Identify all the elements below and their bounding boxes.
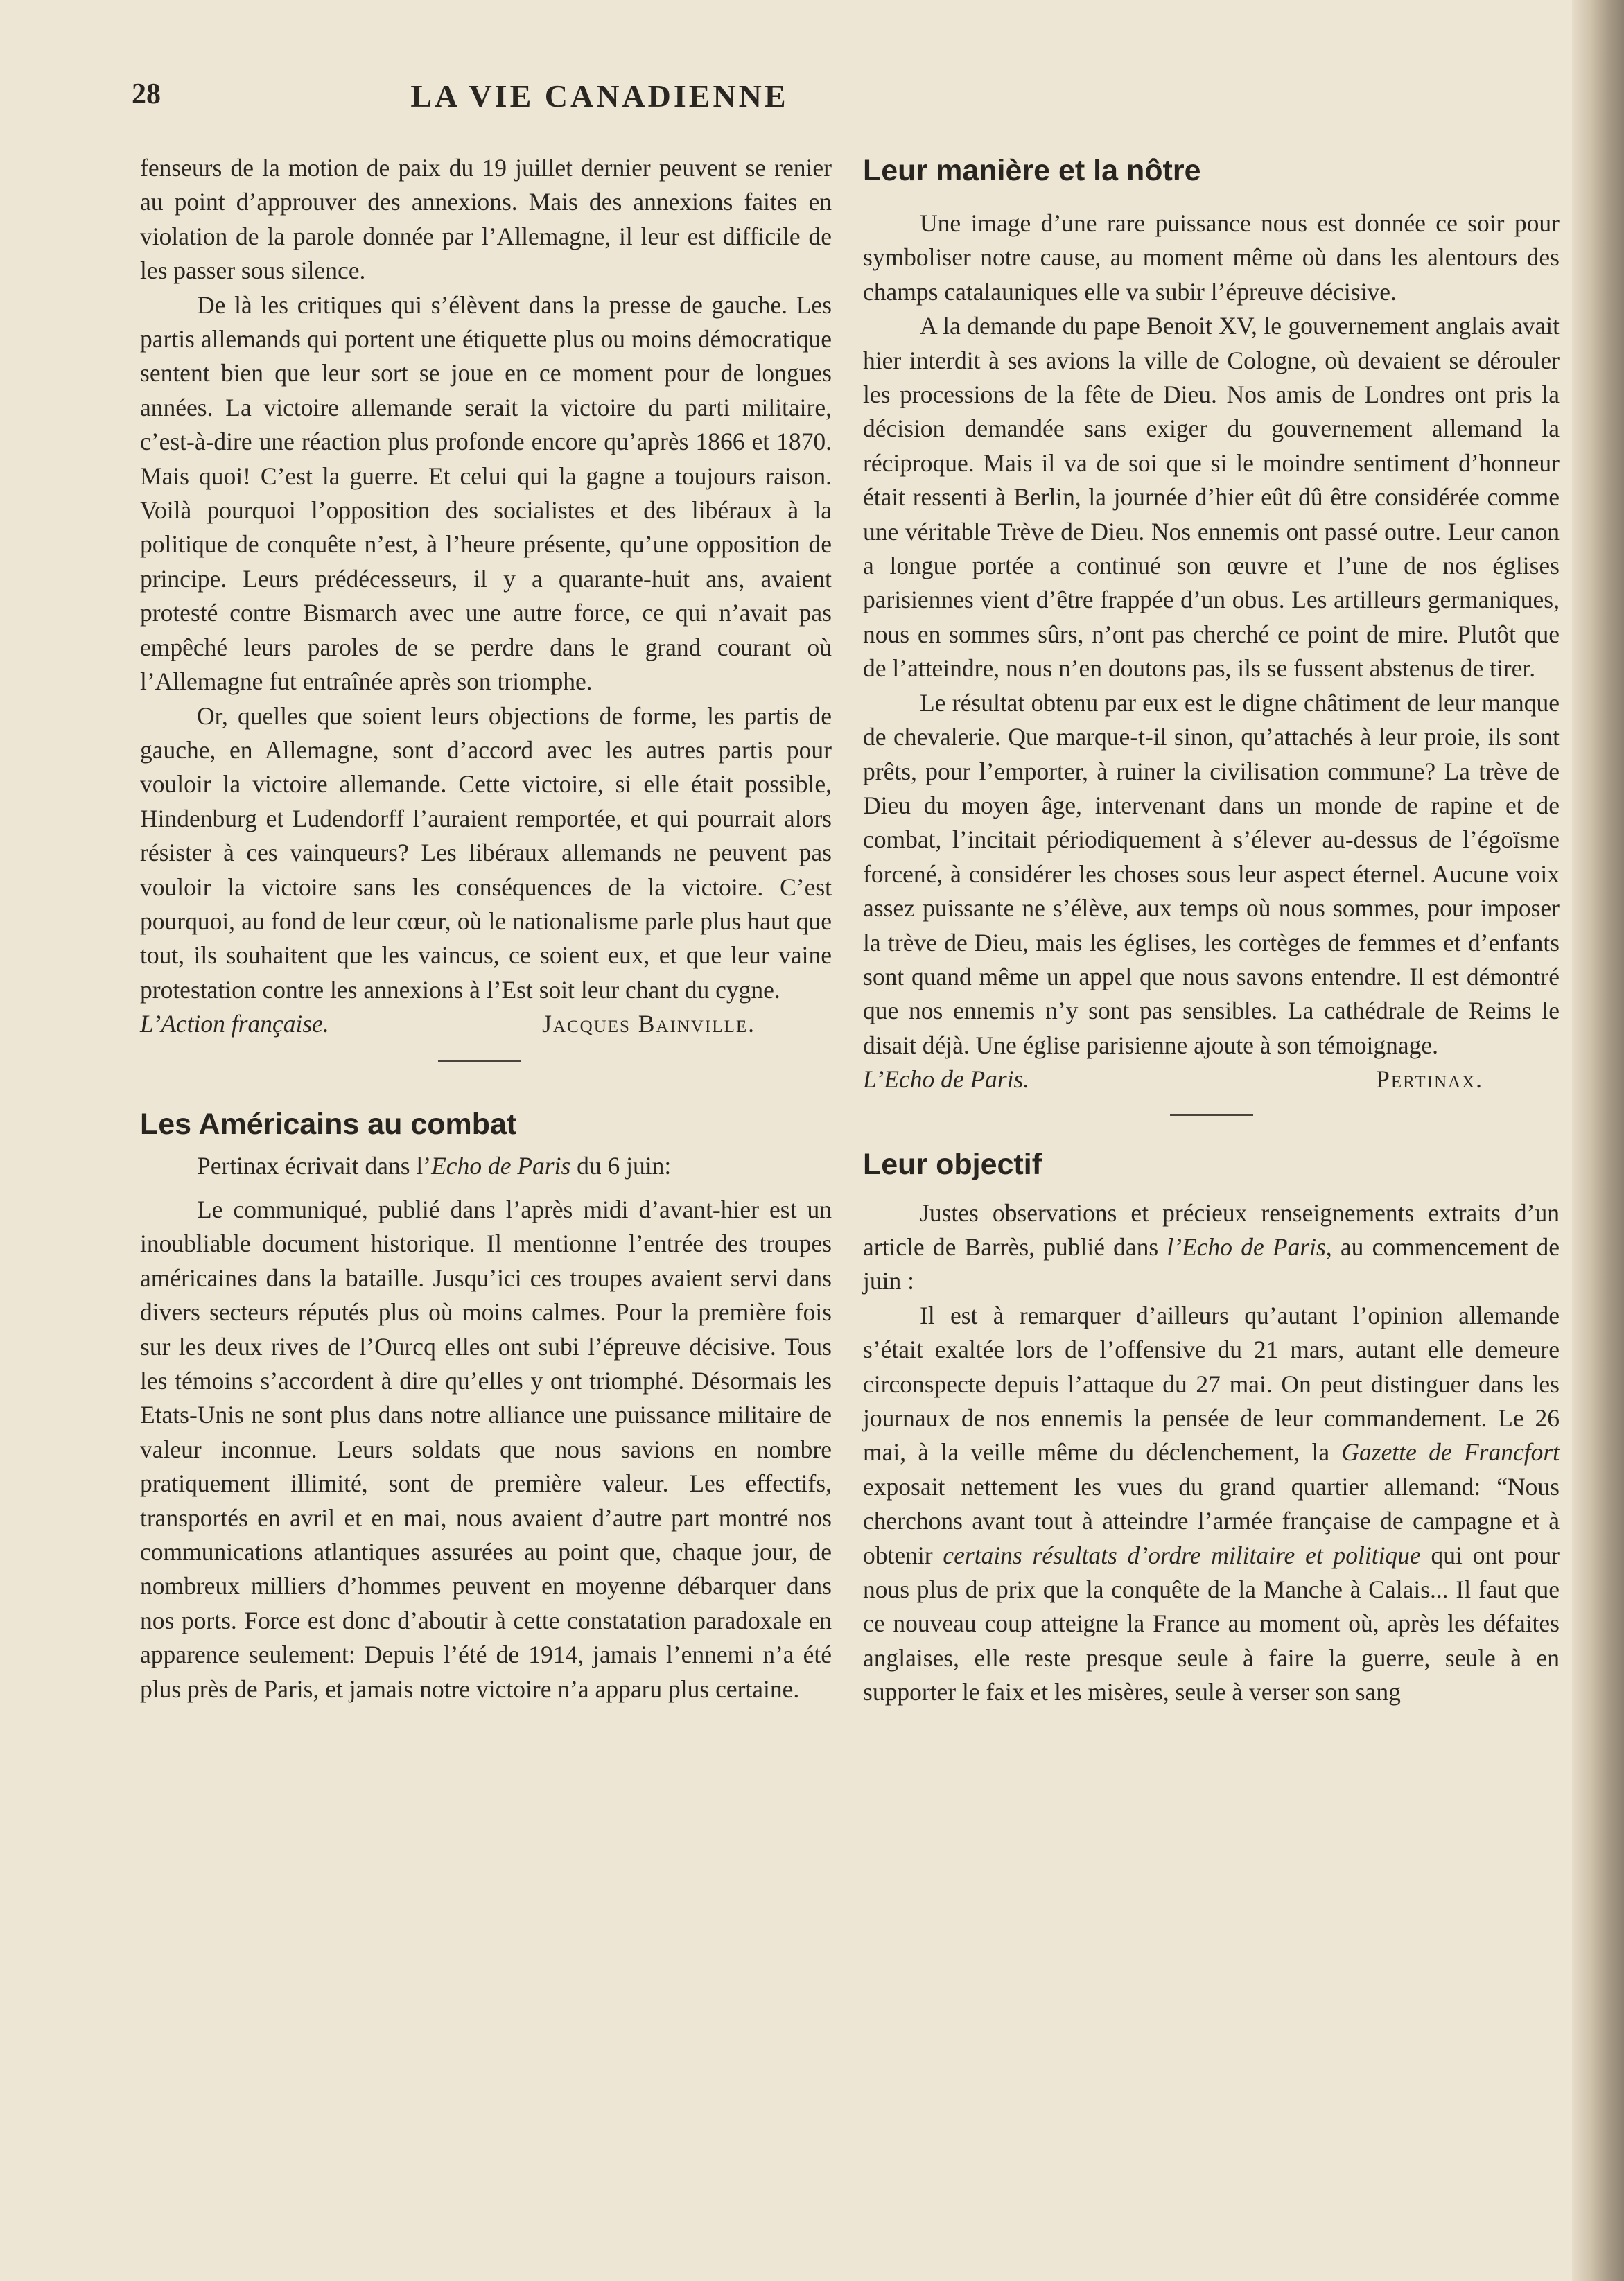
signature-line [140, 1007, 832, 1041]
page-header [132, 78, 1067, 119]
page-spine-shadow [1572, 0, 1624, 2281]
quoted-paragraph: Le communiqué, publié dans l’après midi d’avant-hier est un inoubliable document historique. Il mentionne l’entrée des troupes américaines dans la bataille. Jusqu’ici ces troupes avaient servi dans divers secteurs réputés plus où moins calmes. Pour la première fois sur les deux rives de l’Ourcq elles ont subi l’épreuve décisive. Tous les témoins s’accordent à dire qu’elles y ont triomphé. Désormais les Etats-Unis ne sont plus dans notre alliance une puissance militaire de valeur inconnue. Leurs soldats que nous savions en nombre pratiquement illimité, sont de première valeur. Les effectifs, transportés en avril et en mai, nous avaient d’autre part montré nos communications atlantiques assurées au point que, chaque jour, de nombreux milliers d’hommes peuvent en moyenne débarquer dans nos ports. Force est donc d’aboutir à cette constatation paradoxale en apparence seulement: Depuis l’été de 1914, jamais l’ennemi n’a été plus près de Paris, et jamais notre victoire n’a apparu plus certaine. [140, 1195, 832, 1703]
page-number: 28 [132, 78, 161, 110]
left-column [140, 151, 832, 1706]
paragraph: Le résultat obtenu par eux est le digne châtiment de leur manque de chevalerie. Que marque-t-il sinon, qu’attachés à leur proie, ils sont prêts, pour l’emporter, à ruiner la civilisation commune? La trève de Dieu du moyen âge, intervenant dans un monde de rapine et de combat, l’incitait périodiquement à s’élever au-dessus de l’égoïsme forcené, à considérer les choses sous leur aspect éternel. Aucune voix assez puissante ne s’élève, aux temps où nous sommes, pour imposer la trève de Dieu, mais les églises, les cortèges de femmes et d’enfants sont quand même un appel que nous savons entendre. Il est démontré que nos ennemis n’y sont pas sensibles. La cathédrale de Reims le disait déjà. Une église parisienne ajoute à son témoignage. [863, 688, 1560, 1059]
emphasis: certains résultats d’ordre militaire et politique [943, 1541, 1421, 1569]
author-name: Pertinax. [1376, 1065, 1483, 1094]
publication-title: l’Echo de Paris [1167, 1232, 1326, 1261]
signature-line [863, 1063, 1560, 1096]
paragraph: Une image d’une rare puissance nous est donnée ce soir pour symboliser notre cause, au moment même où dans les alentours des champs catalauniques elle va subir l’épreuve décisive. [863, 209, 1560, 306]
section-heading: Les Américains au combat [140, 1107, 517, 1141]
paragraph: Or, quelles que soient leurs objections de forme, les partis de gauche, en Allemagne, sont d’accord avec les autres partis pour vouloir la victoire allemande. Cette victoire, si elle était possible, Hindenburg et Ludendorff l’auraient remportée, et qui pourrait alors résister à ces vainqueurs? Les libéraux allemands ne peuvent pas vouloir la victoire sans les conséquences de la victoire. C’est pourquoi, au fond de leur cœur, où le nationalisme parle plus haut que tout, ils souhaitent que les vaincus, ce soient eux, et que leur vaine protestation contre les annexions à l’Est soit leur chant du cygne. [140, 701, 832, 1004]
section-intro: Pertinax écrivait dans l’Echo de Paris du 6 juin: [197, 1151, 672, 1180]
source-name: L’Action française. [140, 1010, 329, 1038]
publication-title: Echo de Paris [431, 1151, 571, 1180]
source-name: L’Echo de Paris. [863, 1065, 1030, 1094]
paragraph: De là les critiques qui s’élèvent dans la presse de gauche. Les partis allemands qui portent une étiquette plus ou moins démocratique sentent bien que leur sort se joue en ce moment pour de longues années. La victoire allemande serait la victoire du parti militaire, c’est-à-dire une réaction plus profonde encore qu’après 1866 et 1870. Mais quoi! C’est la guerre. Et celui qui la gagne a toujours raison. Voilà pourquoi l’opposition des socialistes et des libéraux à la politique de conquête n’est, à l’heure présente, qu’une opposition de principe. Leurs prédécesseurs, il y a quarante-huit ans, avaient protesté contre Bismarch avec une autre force, ce qui n’avait pas empêché leurs paroles de se perdre dans le grand courant où l’Allemagne fut entraînée après son triomphe. [140, 290, 832, 696]
journal-title: LA VIE CANADIENNE [410, 78, 789, 114]
section-intro: Justes observations et précieux renseignements extraits d’un article de Barrès, publié dans l’Echo de Paris, au commencement de juin : [863, 1198, 1560, 1295]
author-name: Jacques Bainville. [542, 1010, 756, 1038]
section-heading: Leur manière et la nôtre [863, 154, 1201, 187]
paragraph: A la demande du pape Benoit XV, le gouvernement anglais avait hier interdit à ses avions la ville de Cologne, où devaient se dérouler les processions de la fête de Dieu. Nos amis de Londres ont pris la décision demandée sans exiger du gouvernement allemand la réciproque. Mais il va de soi que si le moindre sentiment d’honneur était ressenti à Berlin, la journée d’hier eût dû être considérée comme une véritable Trève de Dieu. Nos ennemis ont passé outre. Leur canon a longue portée a continué son œuvre et l’une de nos églises parisiennes vient d’être frappée d’un obus. Les artilleurs germaniques, nous en sommes sûrs, n’ont pas cherché ce point de mire. Plutôt que de l’atteindre, nous n’en doutons pas, ils se fussent abstenus de tirer. [863, 312, 1560, 683]
publication-title: Gazette de Francfort [1341, 1438, 1560, 1467]
section-heading: Leur objectif [863, 1147, 1042, 1181]
quoted-paragraph: Il est à remarquer d’ailleurs qu’autant l’opinion allemande s’était exaltée lors de l’offensive du 21 mars, autant elle demeure circonspecte depuis l’attaque du 27 mai. On peut distinguer dans les journaux de nos ennemis la pensée de leur commandement. Le 26 mai, à la veille même du déclenchement, la Gazette de Francfort exposait nettement les vues du grand quartier allemand: “Nous cherchons avant tout à atteindre l’armée française de campagne et à obtenir certains résultats d’ordre militaire et politique qui ont pour nous plus de prix que la conquête de la Manche à Calais... Il faut que ce nouveau coup atteigne la France au moment où, après les défaites anglaises, elle reste presque seule à faire la guerre, seule à en supporter le faix et les misères, seule à verser son sang [863, 1301, 1560, 1706]
paragraph: fenseurs de la motion de paix du 19 juillet dernier peuvent se renier au point d’approuver des annexions. Mais des annexions faites en violation de la parole donnée par l’Allemagne, il leur est difficile de les passer sous silence. [140, 154, 832, 285]
right-column [863, 150, 1560, 1710]
